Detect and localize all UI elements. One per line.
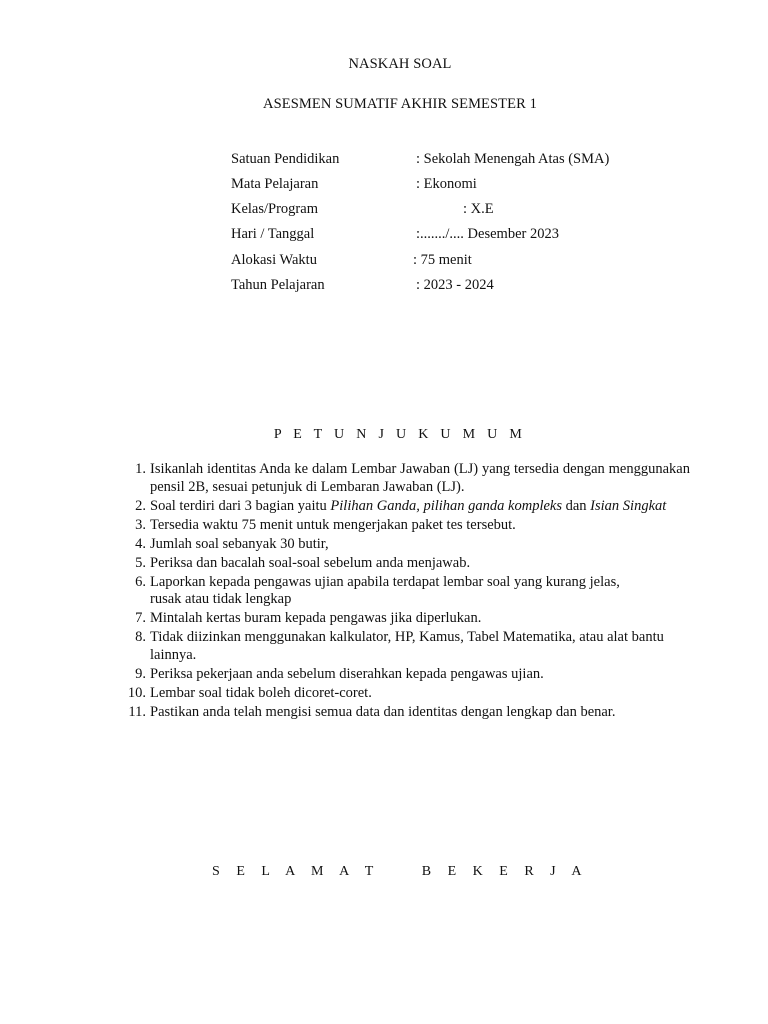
info-label: Hari / Tanggal: [231, 226, 315, 242]
instructions-list: [127, 461, 690, 723]
list-item: [130, 629, 690, 664]
item-text-part: Soal terdiri dari 3 bagian yaitu: [150, 497, 331, 514]
item-number: 8.: [135, 629, 146, 645]
info-label: Tahun Pelajaran: [231, 277, 325, 293]
item-text: [150, 574, 620, 608]
list-item: [130, 610, 690, 628]
info-label: Mata Pelajaran: [231, 176, 319, 192]
list-item: [127, 684, 690, 703]
info-value: : 2023 - 2024: [416, 277, 494, 293]
item-text: Jumlah soal sebanyak 30 butir,: [150, 535, 329, 552]
item-text-part: dan: [561, 497, 591, 514]
item-number: 5.: [135, 554, 146, 571]
item-text: Mintalah kertas buram kepada pengawas jika diperlukan.: [150, 610, 482, 626]
item-text: Isikanlah identitas Anda ke dalam Lembar Jawaban (LJ) yang tersedia dengan menggunakan pensil 2B, sesuai petunjuk di Lembaran Jawaban (LJ).: [150, 461, 690, 495]
info-value: : X.E: [463, 201, 494, 217]
info-value: : 75 menit: [413, 252, 472, 268]
item-text-line: Laporkan kepada pengawas ujian apabila terdapat lembar soal yang kurang jelas,: [150, 573, 620, 590]
item-number: 2.: [135, 497, 146, 514]
item-text: Periksa pekerjaan anda sebelum diserahkan kepada pengawas ujian.: [150, 665, 544, 682]
info-value: :......./.... Desember 2023: [416, 226, 559, 242]
closing-word-2: B E K E R J A: [421, 864, 588, 879]
closing-word-1: S E L A M A T: [212, 864, 380, 879]
item-text-line: rusak atau tidak lengkap: [150, 591, 292, 607]
item-number: 6.: [135, 573, 146, 590]
document-subtitle: ASESMEN SUMATIF AKHIR SEMESTER 1: [263, 96, 537, 112]
item-text: Lembar soal tidak boleh dicoret-coret.: [150, 684, 372, 701]
item-number: 9.: [135, 665, 146, 682]
info-label: Alokasi Waktu: [231, 252, 317, 268]
item-number: 3.: [135, 516, 146, 533]
list-item: [130, 704, 690, 722]
info-value: : Sekolah Menengah Atas (SMA): [416, 151, 610, 167]
list-item: [130, 517, 690, 535]
item-number: 11.: [128, 703, 146, 720]
item-text: Tersedia waktu 75 menit untuk mengerjakan paket tes tersebut.: [150, 516, 516, 533]
list-item: [130, 666, 690, 684]
item-text: Periksa dan bacalah soal-soal sebelum anda menjawab.: [150, 554, 471, 571]
item-number: 7.: [135, 610, 146, 626]
list-item: [130, 498, 690, 516]
list-item: [130, 555, 690, 573]
info-label: Kelas/Program: [231, 201, 318, 217]
item-number: 10.: [127, 684, 146, 701]
closing-message: [0, 864, 768, 880]
list-item: [130, 536, 690, 554]
item-text: Pastikan anda telah mengisi semua data dan identitas dengan lengkap dan benar.: [150, 703, 616, 720]
list-item: [130, 574, 690, 609]
item-text: Tidak diizinkan menggunakan kalkulator, HP, Kamus, Tabel Matematika, atau alat bantu lainnya.: [150, 629, 664, 663]
item-number: 4.: [135, 535, 146, 552]
item-text-italic: Isian Singkat: [590, 497, 667, 514]
instructions-heading: P E T U N J U K U M U M: [273, 427, 527, 442]
list-item: [130, 461, 690, 496]
info-value: : Ekonomi: [416, 176, 477, 192]
item-text: [150, 498, 690, 516]
item-text-italic: Pilihan Ganda, pilihan ganda kompleks: [330, 497, 562, 514]
document-title: NASKAH SOAL: [348, 56, 452, 72]
item-number: 1.: [135, 461, 146, 477]
info-label: Satuan Pendidikan: [231, 151, 340, 167]
